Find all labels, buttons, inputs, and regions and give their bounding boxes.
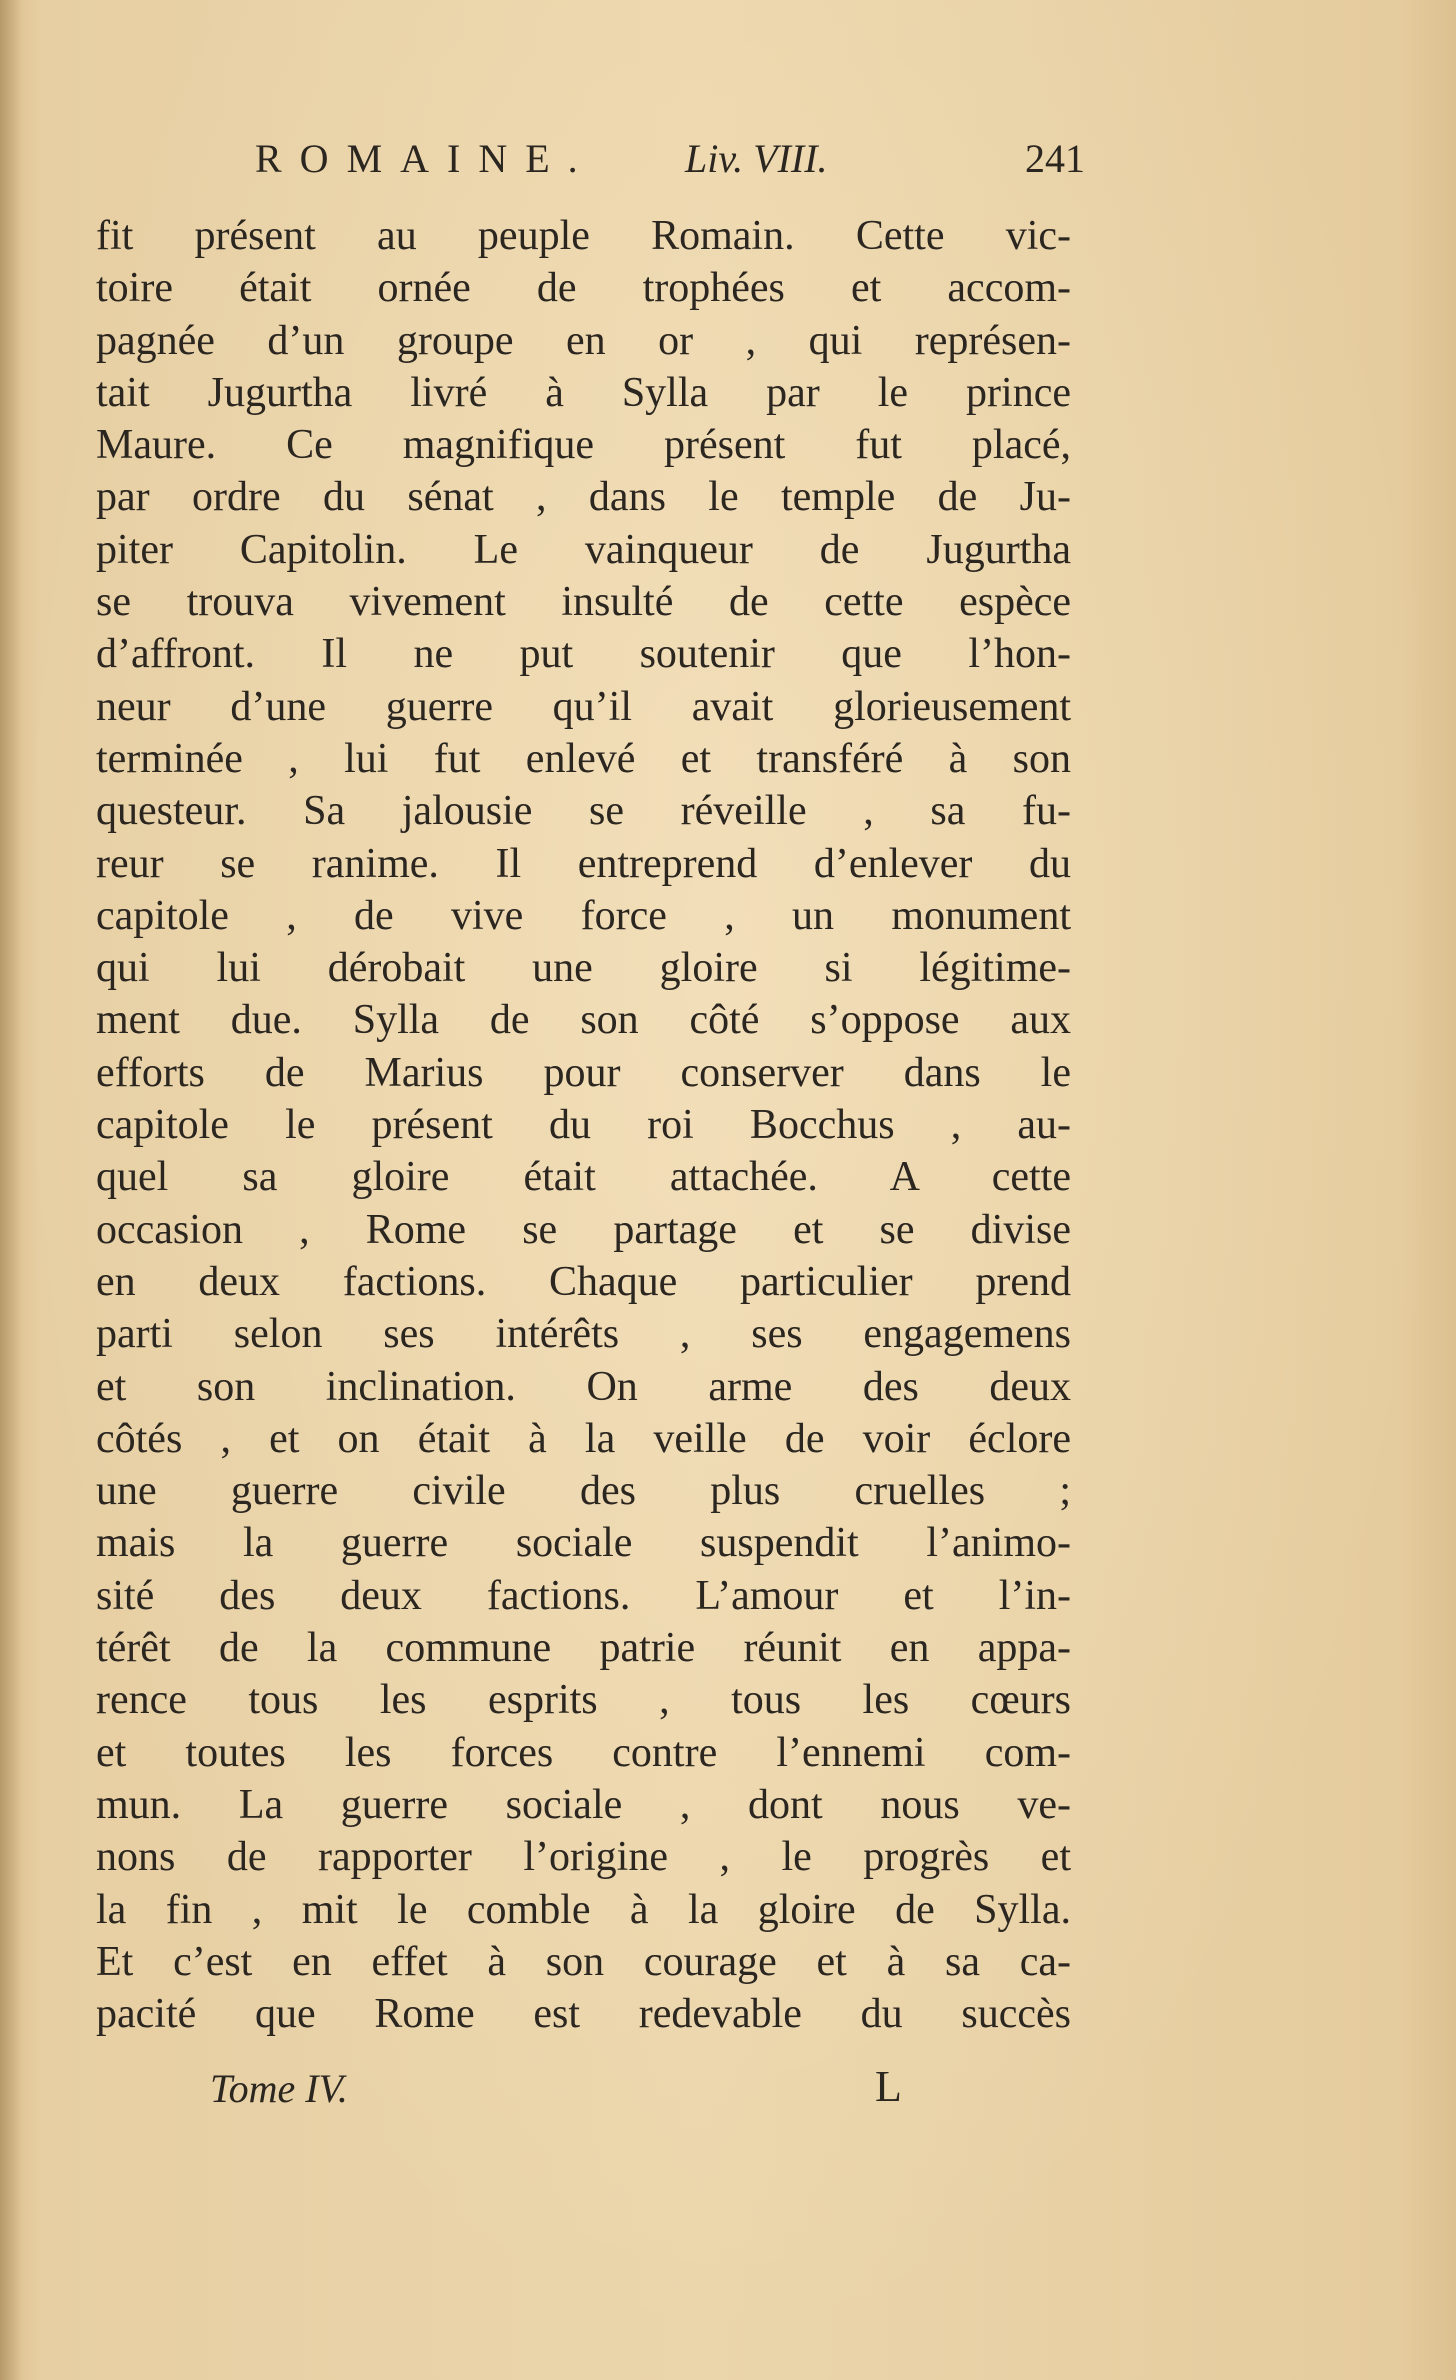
text-line: par ordre du sénat , dans le temple de Ju- [96,474,1071,521]
text-line: parti selon ses intérêts , ses engagemens [96,1311,1071,1358]
text-line: nons de rapporter l’origine , le progrès et [96,1834,1071,1881]
text-line: toire était ornée de trophées et accom- [96,265,1071,312]
text-line: capitole , de vive force , un monument [96,892,1071,939]
text-line: ment due. Sylla de son côté s’oppose aux [96,997,1071,1044]
text-line: capitole le présent du roi Bocchus , au- [96,1102,1071,1149]
text-line: mun. La guerre sociale , dont nous ve- [96,1781,1071,1828]
running-head-book: Liv. VIII. [685,136,828,181]
text-line: reur se ranime. Il entreprend d’enlever du [96,840,1071,887]
running-head-title: ROMAINE. [255,136,596,181]
text-line: et toutes les forces contre l’ennemi com- [96,1729,1071,1776]
text-line: pacité que Rome est redevable du succès [96,1991,1071,2038]
text-line: une guerre civile des plus cruelles ; [96,1468,1071,1515]
text-line: qui lui dérobait une gloire si légitime- [96,945,1071,992]
text-line: sité des deux factions. L’amour et l’in- [96,1572,1071,1619]
signature-mark: L [875,2062,902,2111]
page-number: 241 [1025,136,1085,181]
text-line: fit présent au peuple Romain. Cette vic- [96,213,1071,259]
text-line: se trouva vivement insulté de cette espèce [96,579,1071,626]
text-line: d’affront. Il ne put soutenir que l’hon- [96,631,1071,678]
text-line: terminée , lui fut enlevé et transféré à son [96,735,1071,782]
text-line: rence tous les esprits , tous les cœurs [96,1677,1071,1724]
text-line: tait Jugurtha livré à Sylla par le prince [96,369,1071,416]
text-line: térêt de la commune patrie réunit en appa- [96,1625,1071,1672]
text-line: questeur. Sa jalousie se réveille , sa fu- [96,788,1071,835]
text-line: mais la guerre sociale suspendit l’animo- [96,1520,1071,1567]
body-text [96,210,1071,2040]
volume-label: Tome IV. [210,2066,348,2111]
text-line: la fin , mit le comble à la gloire de Sylla. [96,1886,1071,1933]
text-line: quel sa gloire était attachée. A cette [96,1154,1071,1201]
running-head [255,135,1085,195]
text-line: neur d’une guerre qu’il avait glorieusement [96,683,1071,730]
text-line: et son inclination. On arme des deux [96,1363,1071,1410]
text-line: pagnée d’un groupe en or , qui représen- [96,317,1071,364]
binding-shadow [0,0,22,2380]
text-line: côtés , et on était à la veille de voir éclore [96,1415,1071,1462]
text-line: piter Capitolin. Le vainqueur de Jugurtha [96,526,1071,573]
text-line: occasion , Rome se partage et se divise [96,1206,1071,1253]
text-line: Et c’est en effet à son courage et à sa ca- [96,1938,1071,1985]
text-line: Maure. Ce magnifique présent fut placé, [96,422,1071,469]
text-line: en deux factions. Chaque particulier prend [96,1258,1071,1305]
signature-line [210,2062,910,2125]
text-line: efforts de Marius pour conserver dans le [96,1049,1071,1096]
